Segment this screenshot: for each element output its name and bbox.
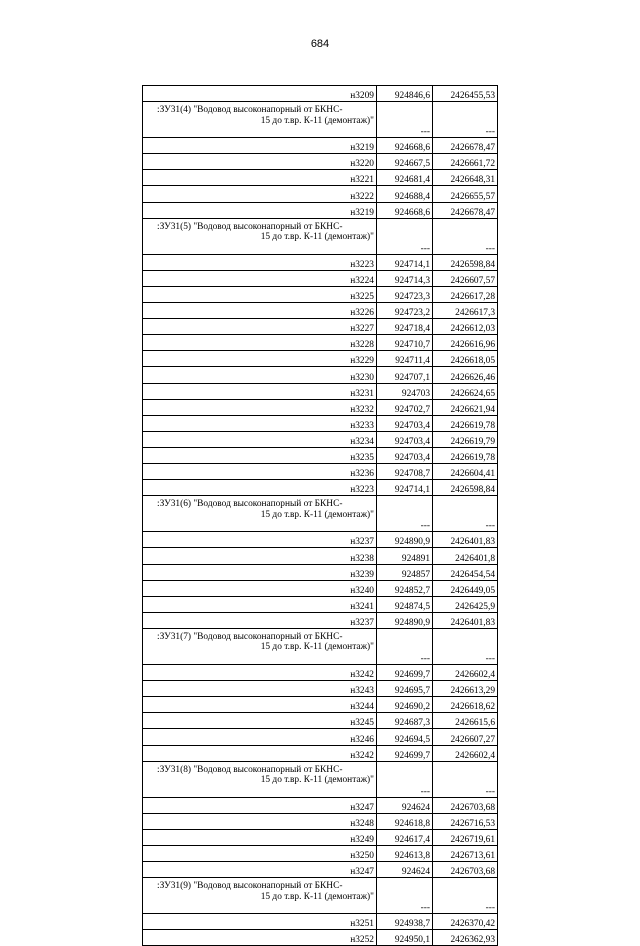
coord-y: 2426607,27 bbox=[433, 729, 498, 745]
coord-x: 924702,7 bbox=[377, 399, 433, 415]
point-id: н3248 bbox=[143, 813, 377, 829]
parcel-title-line1: :ЗУ31(4) "Водовод высоконапорный от БКНС- bbox=[157, 105, 343, 116]
parcel-title-line1: :ЗУ31(9) "Водовод высоконапорный от БКНС- bbox=[157, 881, 343, 892]
point-id: н3232 bbox=[143, 399, 377, 415]
coord-x: 924846,6 bbox=[377, 86, 433, 102]
coord-x: 924667,5 bbox=[377, 154, 433, 170]
parcel-title-line2: 15 до т.вр. К-11 (демонтаж)" bbox=[260, 232, 374, 243]
coord-y: 2426626,46 bbox=[433, 367, 498, 383]
coord-y: 2426713,61 bbox=[433, 845, 498, 861]
coord-y: --- bbox=[433, 218, 498, 254]
table-row bbox=[143, 302, 498, 318]
table-row bbox=[143, 254, 498, 270]
point-id: н3238 bbox=[143, 548, 377, 564]
coord-x: 924687,3 bbox=[377, 713, 433, 729]
table-row bbox=[143, 202, 498, 218]
coord-y: 2426449,05 bbox=[433, 580, 498, 596]
table-row bbox=[143, 745, 498, 761]
coord-y: 2426661,72 bbox=[433, 154, 498, 170]
point-id: н3239 bbox=[143, 564, 377, 580]
point-id: н3229 bbox=[143, 351, 377, 367]
point-id: н3224 bbox=[143, 270, 377, 286]
coord-y: 2426617,28 bbox=[433, 286, 498, 302]
point-id: н3209 bbox=[143, 86, 377, 102]
coord-x: 924688,4 bbox=[377, 186, 433, 202]
coord-y: 2426618,62 bbox=[433, 697, 498, 713]
parcel-title-line1: :ЗУ31(8) "Водовод высоконапорный от БКНС- bbox=[157, 764, 343, 775]
coord-x: 924699,7 bbox=[377, 664, 433, 680]
coord-x: 924852,7 bbox=[377, 580, 433, 596]
coord-y: 2426716,53 bbox=[433, 813, 498, 829]
point-id: н3221 bbox=[143, 170, 377, 186]
coord-y: 2426598,84 bbox=[433, 480, 498, 496]
point-id: н3242 bbox=[143, 745, 377, 761]
coord-x: 924617,4 bbox=[377, 829, 433, 845]
coord-y: 2426598,84 bbox=[433, 254, 498, 270]
coord-y: 2426719,61 bbox=[433, 829, 498, 845]
point-id: н3225 bbox=[143, 286, 377, 302]
coord-x: 924938,7 bbox=[377, 914, 433, 930]
table-row bbox=[143, 464, 498, 480]
table-row bbox=[143, 813, 498, 829]
coord-y: 2426615,6 bbox=[433, 713, 498, 729]
parcel-title bbox=[143, 102, 377, 138]
parcel-title bbox=[143, 878, 377, 914]
coord-x: 924681,4 bbox=[377, 170, 433, 186]
coord-x: 924703,4 bbox=[377, 447, 433, 463]
coord-y: 2426401,8 bbox=[433, 548, 498, 564]
coord-y: 2426370,42 bbox=[433, 914, 498, 930]
coord-y: 2426618,05 bbox=[433, 351, 498, 367]
table-row bbox=[143, 415, 498, 431]
coord-y: 2426619,79 bbox=[433, 431, 498, 447]
coord-x: 924624 bbox=[377, 862, 433, 878]
coord-x: 924703 bbox=[377, 383, 433, 399]
point-id: н3236 bbox=[143, 464, 377, 480]
table-row bbox=[143, 580, 498, 596]
coord-x: 924694,5 bbox=[377, 729, 433, 745]
coord-x: 924874,5 bbox=[377, 596, 433, 612]
parcel-title-line2: 15 до т.вр. К-11 (демонтаж)" bbox=[260, 775, 374, 786]
coord-y: --- bbox=[433, 496, 498, 532]
table-row bbox=[143, 548, 498, 564]
point-id: н3242 bbox=[143, 664, 377, 680]
parcel-title-line2: 15 до т.вр. К-11 (демонтаж)" bbox=[260, 509, 374, 520]
coord-y: 2426604,41 bbox=[433, 464, 498, 480]
point-id: н3241 bbox=[143, 596, 377, 612]
coord-y: 2426616,96 bbox=[433, 335, 498, 351]
coord-x: 924618,8 bbox=[377, 813, 433, 829]
table-row bbox=[143, 270, 498, 286]
point-id: н3240 bbox=[143, 580, 377, 596]
coord-x: 924668,6 bbox=[377, 138, 433, 154]
table-row bbox=[143, 845, 498, 861]
parcel-title-line1: :ЗУ31(5) "Водовод высоконапорный от БКНС- bbox=[157, 221, 343, 232]
parcel-title-line1: :ЗУ31(6) "Водовод высоконапорный от БКНС- bbox=[157, 499, 343, 510]
coord-x: 924718,4 bbox=[377, 319, 433, 335]
coord-x: 924711,4 bbox=[377, 351, 433, 367]
coord-y: 2426612,03 bbox=[433, 319, 498, 335]
table-row bbox=[143, 862, 498, 878]
table-row bbox=[143, 351, 498, 367]
coord-x: 924708,7 bbox=[377, 464, 433, 480]
table-row bbox=[143, 564, 498, 580]
coord-x: 924703,4 bbox=[377, 431, 433, 447]
point-id: н3222 bbox=[143, 186, 377, 202]
point-id: н3237 bbox=[143, 612, 377, 628]
coord-x: 924707,1 bbox=[377, 367, 433, 383]
point-id: н3237 bbox=[143, 532, 377, 548]
coord-y: 2426425,9 bbox=[433, 596, 498, 612]
coord-x: --- bbox=[377, 761, 433, 797]
coord-x: 924695,7 bbox=[377, 681, 433, 697]
table-row bbox=[143, 729, 498, 745]
coord-y: 2426613,29 bbox=[433, 681, 498, 697]
coord-x: 924857 bbox=[377, 564, 433, 580]
coord-x: --- bbox=[377, 102, 433, 138]
coord-x: --- bbox=[377, 218, 433, 254]
point-id: н3230 bbox=[143, 367, 377, 383]
table-row bbox=[143, 532, 498, 548]
coord-y: 2426621,94 bbox=[433, 399, 498, 415]
point-id: н3234 bbox=[143, 431, 377, 447]
coordinates-table bbox=[142, 85, 498, 946]
point-id: н3247 bbox=[143, 797, 377, 813]
point-id: н3235 bbox=[143, 447, 377, 463]
coord-y: 2426602,4 bbox=[433, 745, 498, 761]
table-row bbox=[143, 612, 498, 628]
coord-x: 924723,2 bbox=[377, 302, 433, 318]
point-id: н3223 bbox=[143, 254, 377, 270]
page-number: 684 bbox=[310, 38, 330, 50]
table-row bbox=[143, 713, 498, 729]
parcel-title-line1: :ЗУ31(7) "Водовод высоконапорный от БКНС- bbox=[157, 631, 343, 642]
coord-x: 924699,7 bbox=[377, 745, 433, 761]
coord-x: 924714,1 bbox=[377, 254, 433, 270]
table-row bbox=[143, 797, 498, 813]
point-id: н3223 bbox=[143, 480, 377, 496]
coord-x: 924703,4 bbox=[377, 415, 433, 431]
table-row bbox=[143, 930, 498, 946]
coord-x: --- bbox=[377, 628, 433, 664]
coord-x: --- bbox=[377, 878, 433, 914]
coord-x: 924891 bbox=[377, 548, 433, 564]
parcel-header-row bbox=[143, 496, 498, 532]
point-id: н3219 bbox=[143, 202, 377, 218]
table-row bbox=[143, 697, 498, 713]
table-row bbox=[143, 170, 498, 186]
parcel-header-row bbox=[143, 102, 498, 138]
coord-y: 2426619,78 bbox=[433, 447, 498, 463]
point-id: н3252 bbox=[143, 930, 377, 946]
table-row bbox=[143, 186, 498, 202]
coord-x: 924710,7 bbox=[377, 335, 433, 351]
parcel-header-row bbox=[143, 628, 498, 664]
point-id: н3228 bbox=[143, 335, 377, 351]
table-row bbox=[143, 829, 498, 845]
coord-x: 924714,3 bbox=[377, 270, 433, 286]
point-id: н3249 bbox=[143, 829, 377, 845]
point-id: н3247 bbox=[143, 862, 377, 878]
point-id: н3246 bbox=[143, 729, 377, 745]
table-row bbox=[143, 319, 498, 335]
parcel-title bbox=[143, 496, 377, 532]
coord-y: 2426655,57 bbox=[433, 186, 498, 202]
parcel-title-line2: 15 до т.вр. К-11 (демонтаж)" bbox=[260, 115, 374, 126]
coord-x: --- bbox=[377, 496, 433, 532]
table-row bbox=[143, 383, 498, 399]
point-id: н3231 bbox=[143, 383, 377, 399]
point-id: н3243 bbox=[143, 681, 377, 697]
table-row bbox=[143, 664, 498, 680]
coord-x: 924950,1 bbox=[377, 930, 433, 946]
coord-y: 2426617,3 bbox=[433, 302, 498, 318]
coord-y: 2426455,53 bbox=[433, 86, 498, 102]
coord-y: 2426362,93 bbox=[433, 930, 498, 946]
table-row bbox=[143, 447, 498, 463]
parcel-title bbox=[143, 628, 377, 664]
parcel-title bbox=[143, 218, 377, 254]
parcel-header-row bbox=[143, 761, 498, 797]
coord-y: 2426703,68 bbox=[433, 862, 498, 878]
table-row bbox=[143, 286, 498, 302]
coord-x: 924890,9 bbox=[377, 612, 433, 628]
table-row bbox=[143, 367, 498, 383]
table-row bbox=[143, 480, 498, 496]
parcel-title-line2: 15 до т.вр. К-11 (демонтаж)" bbox=[260, 642, 374, 653]
coord-x: 924690,2 bbox=[377, 697, 433, 713]
table-row bbox=[143, 86, 498, 102]
coord-y: 2426624,65 bbox=[433, 383, 498, 399]
point-id: н3250 bbox=[143, 845, 377, 861]
point-id: н3245 bbox=[143, 713, 377, 729]
table-row bbox=[143, 431, 498, 447]
coord-y: 2426619,78 bbox=[433, 415, 498, 431]
coord-y: 2426401,83 bbox=[433, 612, 498, 628]
point-id: н3220 bbox=[143, 154, 377, 170]
coord-y: 2426401,83 bbox=[433, 532, 498, 548]
coord-x: 924723,3 bbox=[377, 286, 433, 302]
coord-y: --- bbox=[433, 878, 498, 914]
coord-y: 2426648,31 bbox=[433, 170, 498, 186]
coord-y: 2426678,47 bbox=[433, 202, 498, 218]
point-id: н3219 bbox=[143, 138, 377, 154]
coord-y: --- bbox=[433, 102, 498, 138]
parcel-title bbox=[143, 761, 377, 797]
point-id: н3226 bbox=[143, 302, 377, 318]
coord-y: --- bbox=[433, 628, 498, 664]
coord-y: 2426602,4 bbox=[433, 664, 498, 680]
point-id: н3251 bbox=[143, 914, 377, 930]
point-id: н3233 bbox=[143, 415, 377, 431]
coord-x: 924714,1 bbox=[377, 480, 433, 496]
coord-y: --- bbox=[433, 761, 498, 797]
coord-y: 2426703,68 bbox=[433, 797, 498, 813]
table-row bbox=[143, 681, 498, 697]
point-id: н3227 bbox=[143, 319, 377, 335]
coord-x: 924624 bbox=[377, 797, 433, 813]
coord-y: 2426607,57 bbox=[433, 270, 498, 286]
coord-y: 2426678,47 bbox=[433, 138, 498, 154]
coord-x: 924613,8 bbox=[377, 845, 433, 861]
table-row bbox=[143, 138, 498, 154]
coord-x: 924668,6 bbox=[377, 202, 433, 218]
coordinates-table-body bbox=[143, 86, 498, 946]
coord-y: 2426454,54 bbox=[433, 564, 498, 580]
parcel-title-line2: 15 до т.вр. К-11 (демонтаж)" bbox=[260, 891, 374, 902]
table-row bbox=[143, 914, 498, 930]
table-row bbox=[143, 154, 498, 170]
table-row bbox=[143, 399, 498, 415]
point-id: н3244 bbox=[143, 697, 377, 713]
parcel-header-row bbox=[143, 878, 498, 914]
table-row bbox=[143, 596, 498, 612]
table-row bbox=[143, 335, 498, 351]
coord-x: 924890,9 bbox=[377, 532, 433, 548]
parcel-header-row bbox=[143, 218, 498, 254]
